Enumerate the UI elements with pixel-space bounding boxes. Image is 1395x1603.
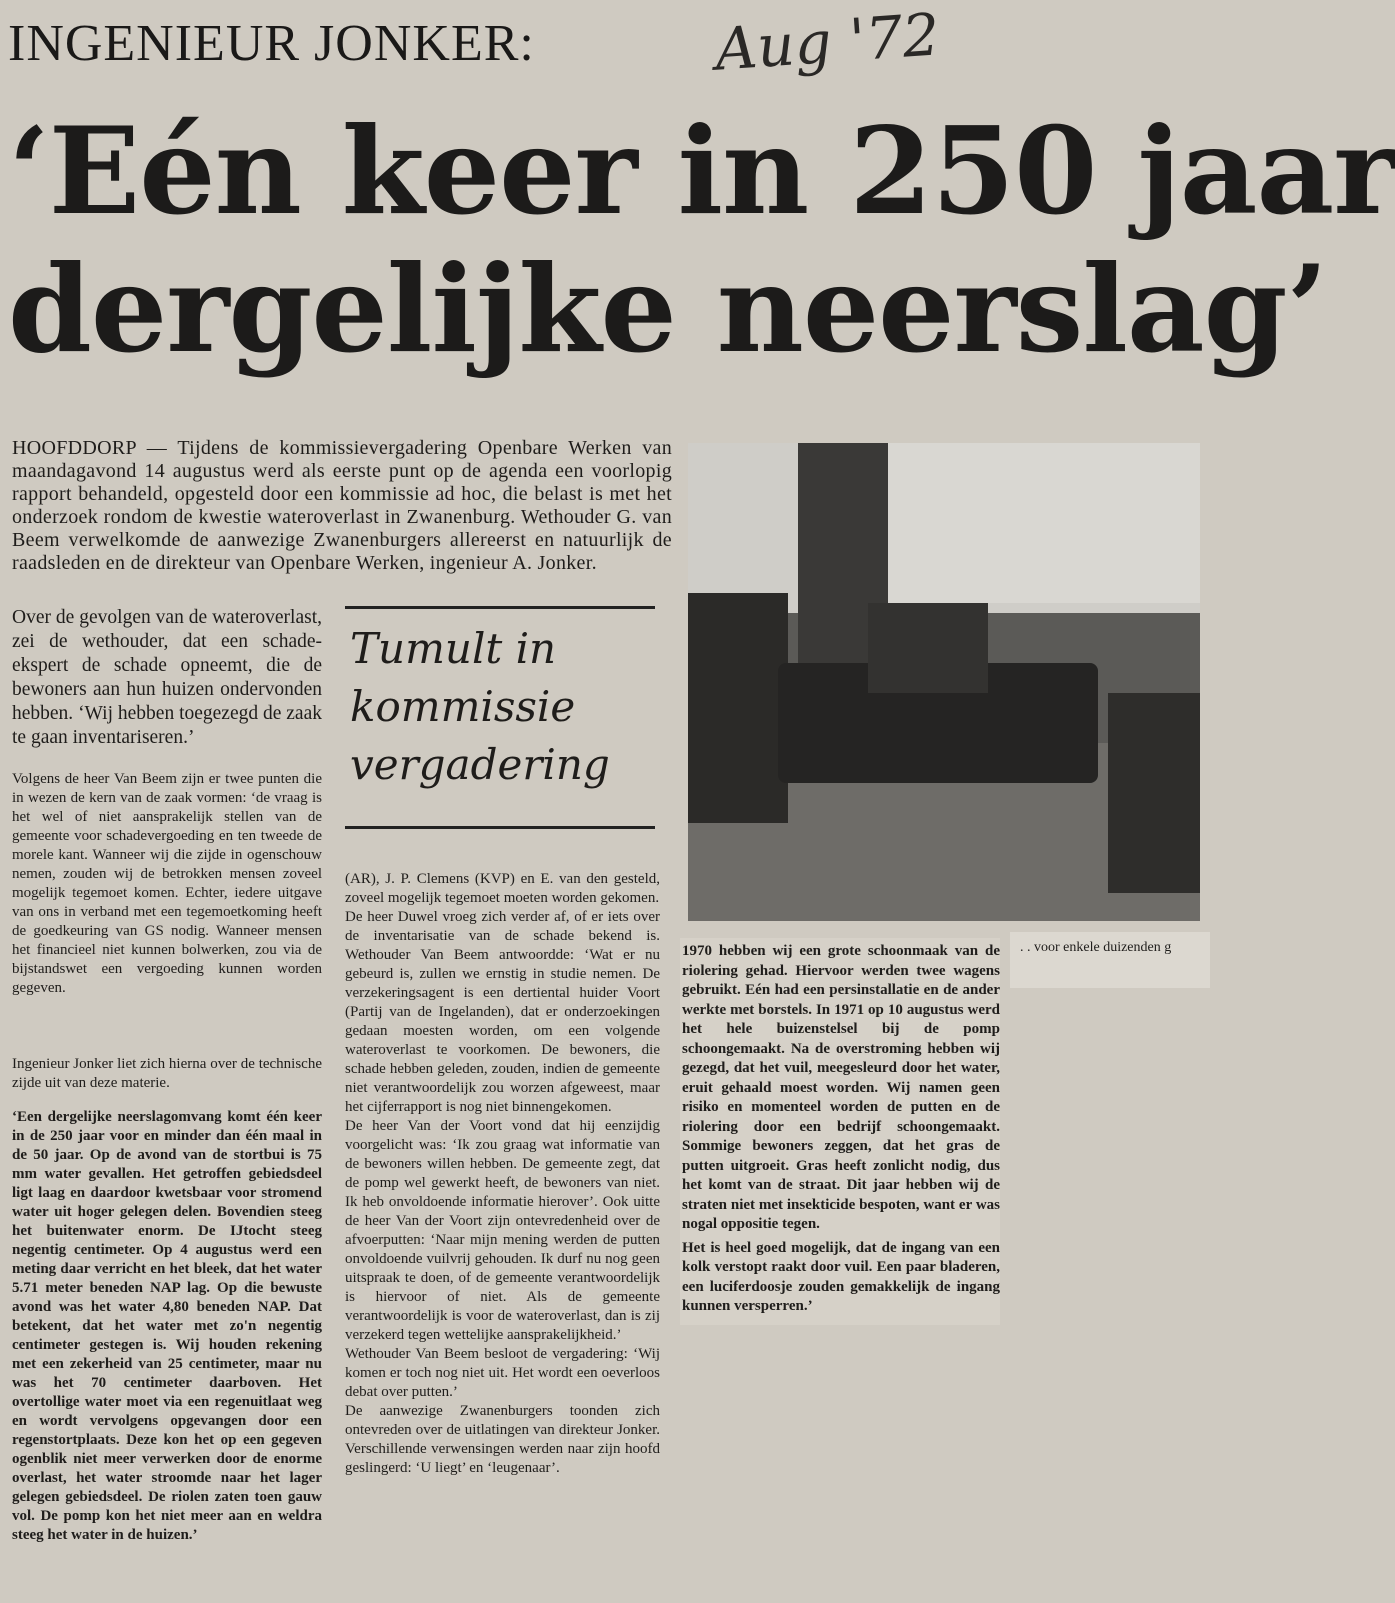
column-2 bbox=[345, 870, 660, 1478]
headline-line-1: ‘Eén keer in 250 jaar bbox=[8, 101, 1395, 242]
subhead-line-1: Tumult in bbox=[350, 624, 557, 673]
subhead bbox=[350, 620, 650, 794]
photo-caption: . . voor enkele duizenden g bbox=[1010, 932, 1210, 988]
col1-paragraph-3: Ingenieur Jonker liet zich hierna over de technische zijde uit van deze materie. bbox=[12, 1056, 322, 1091]
handwritten-date: Aug '72 bbox=[712, 0, 942, 84]
column-3 bbox=[680, 938, 1000, 1325]
subhead-line-2: kommissie bbox=[350, 682, 576, 731]
col2-paragraph-2: De heer Duwel vroeg zich verder af, of er iets over de inventarisatie van de schade bekend is. Wethouder Van Beem antwoordde: ‘Wat er nu gebeurd is, zullen we ernstig in studie nemen. De verzekeringsagent is een dertiental huider Voort (Partij van de Ingelanden), dat er onderzoekingen gedaan moesten worden, om een volgende wateroverlast te voorkomen. De bewoners, die schade hebben geleden, zouden, indien de gemeente niet verantwoordelijk zou worzen afgeweest, maar het cijferrapport is nog niet binnengekomen. bbox=[345, 909, 660, 1115]
col3-paragraph-2: Het is heel goed mogelijk, dat de ingang van een kolk verstopt raakt door vuil. Een paar bladeren, een luciferdoosje zouden gemakkelijk de ingang kunnen versperren.’ bbox=[682, 1239, 1000, 1314]
col3-paragraph-1: 1970 hebben wij een grote schoonmaak van de riolering gehad. Hiervoor werden twee wagens gebruikt. Eén had een persinstallatie en de ander werkte met borstels. In 1971 op 10 augustus werd het hele buizenstelsel bij de pomp schoongemaakt. Na de overstroming hebben wij gezegd, dat het vuil, meegesleurd door het water, eruit gehaald moest worden. Wij namen geen risiko en momenteel worden de putten en de riolering door een bedrijf schoongemaakt. Sommige bewoners zeggen, dat het gras de putten uitgroeit. Gras heeft zonlicht nodig, dus het komt van de straat. Dit jaar hebben wij de straten niet met insekticide bespoten, want er was nogal oppositie tegen. bbox=[682, 943, 1000, 1232]
interior-photo bbox=[688, 443, 1200, 921]
col2-paragraph-3: De heer Van der Voort vond dat hij eenzijdig voorgelicht was: ‘Ik zou graag wat informatie van de bewoners willen hebben. De gemeente zegt, dat de pomp wel gewerkt heeft, de bewoners van niet. Ik heb onvoldoende informatie hierover’. Ook uitte de heer Van der Voort zijn ontevredenheid over de afvoerputten: ‘Naar mijn mening werden de putten onvoldoende vuilvrij gehouden. Ik durf nu nog geen uitspraak te doen, of de gemeente verantwoordelijk is hiervoor of niet. Als de gemeente verantwoordelijk is voor de wateroverlast, dan is zij verzekerd tegen wettelijke aansprakelijkheid.’ bbox=[345, 1118, 660, 1343]
col1-paragraph-2: Volgens de heer Van Beem zijn er twee punten die in wezen de kern van de zaak vormen: ‘de vraag is het wel of niet aansprakelijk stellen van de gemeente voor schadevergoeding en ten tweede de morele kant. Wanneer wij die zijde in ogenschouw nemen, zouden wij de betrokken mensen zoveel mogelijk tegemoet komen. Echter, iedere uitgave van ons in verband met een tegemoetkoming heeft de goedkeuring van GS nodig. Wanneer mensen het financieel niet kunnen bolwerken, zou via de bijstandswet een vergoeding kunnen worden gegeven. bbox=[12, 771, 322, 996]
col2-paragraph-1: (AR), J. P. Clemens (KVP) en E. van den gesteld, zoveel mogelijk tegemoet moeten worden gekomen. bbox=[345, 871, 660, 906]
subhead-line-3: vergadering bbox=[350, 740, 610, 789]
col2-paragraph-4: Wethouder Van Beem besloot de vergadering: ‘Wij komen er toch nog niet uit. Het wordt een oeverloos debat over putten.’ bbox=[345, 1346, 660, 1400]
subhead-rule-bottom bbox=[345, 826, 655, 829]
headline-line-2: dergelijke neerslag’ bbox=[8, 239, 1328, 380]
col2-paragraph-5: De aanwezige Zwanenburgers toonden zich ontevreden over de uitlatingen van direkteur Jonker. Verschillende verwensingen werden naar zijn hoofd geslingerd: ‘U liegt’ en ‘leugenaar’. bbox=[345, 1403, 660, 1476]
col1-quote-bold: ‘Een dergelijke neerslagomvang komt één keer in de 250 jaar voor en minder dan één maal in de 50 jaar. Op de avond van de stortbui is 75 mm water gevallen. Het getroffen gebiedsdeel ligt laag en daardoor kwetsbaar voor stromend water uit hoger gelegen delen. Bovendien steeg het buitenwater enorm. De IJtocht steeg negentig centimeter. Op 4 augustus werd een meting daar verricht en het bleek, dat het water 5.71 meter beneden NAP lag. Op die bewuste avond was het water 4,80 beneden NAP. Dat betekent, dat het water met zo'n negentig centimeter gestegen is. Wij houden rekening met een zekerheid van 25 centimeter, maar nu was het 70 centimeter daarboven. Het overtollige water moet via een regenuitlaat weg en wordt vervolgens opgevangen door een regenstortplaats. Deze kon het op een gegeven ogenblik niet meer verwerken door de enorme overlast, het water stroomde naar het lager gelegen gebiedsdeel. De riolen zaten toen gauw vol. De pomp kon het niet meer aan en weldra steeg het water in de huizen.’ bbox=[12, 1109, 322, 1543]
kicker-heading: INGENIEUR JONKER: bbox=[8, 15, 535, 72]
subhead-rule-top bbox=[345, 606, 655, 609]
col1-paragraph-1: Over de gevolgen van de wateroverlast, zei de wethouder, dat een schade-ekspert de schade opneemt, die de bewoners aan hun huizen ondervonden hebben. ‘Wij hebben toegezegd de zaak te gaan inventariseren.’ bbox=[12, 607, 322, 748]
lead-paragraph: HOOFDDORP — Tijdens de kommissievergadering Openbare Werken van maandagavond 14 augustus werd als eerste punt op de agenda een voorlopig rapport behandeld, opgesteld door een kommissie ad hoc, die belast is met het onderzoek rondom de kwestie wateroverlast in Zwanenburg. Wethouder G. van Beem verwelkomde de aanwezige Zwanenburgers allereerst en natuurlijk de raadsleden en de direkteur van Openbare Werken, ingenieur A. Jonker. bbox=[12, 437, 672, 574]
